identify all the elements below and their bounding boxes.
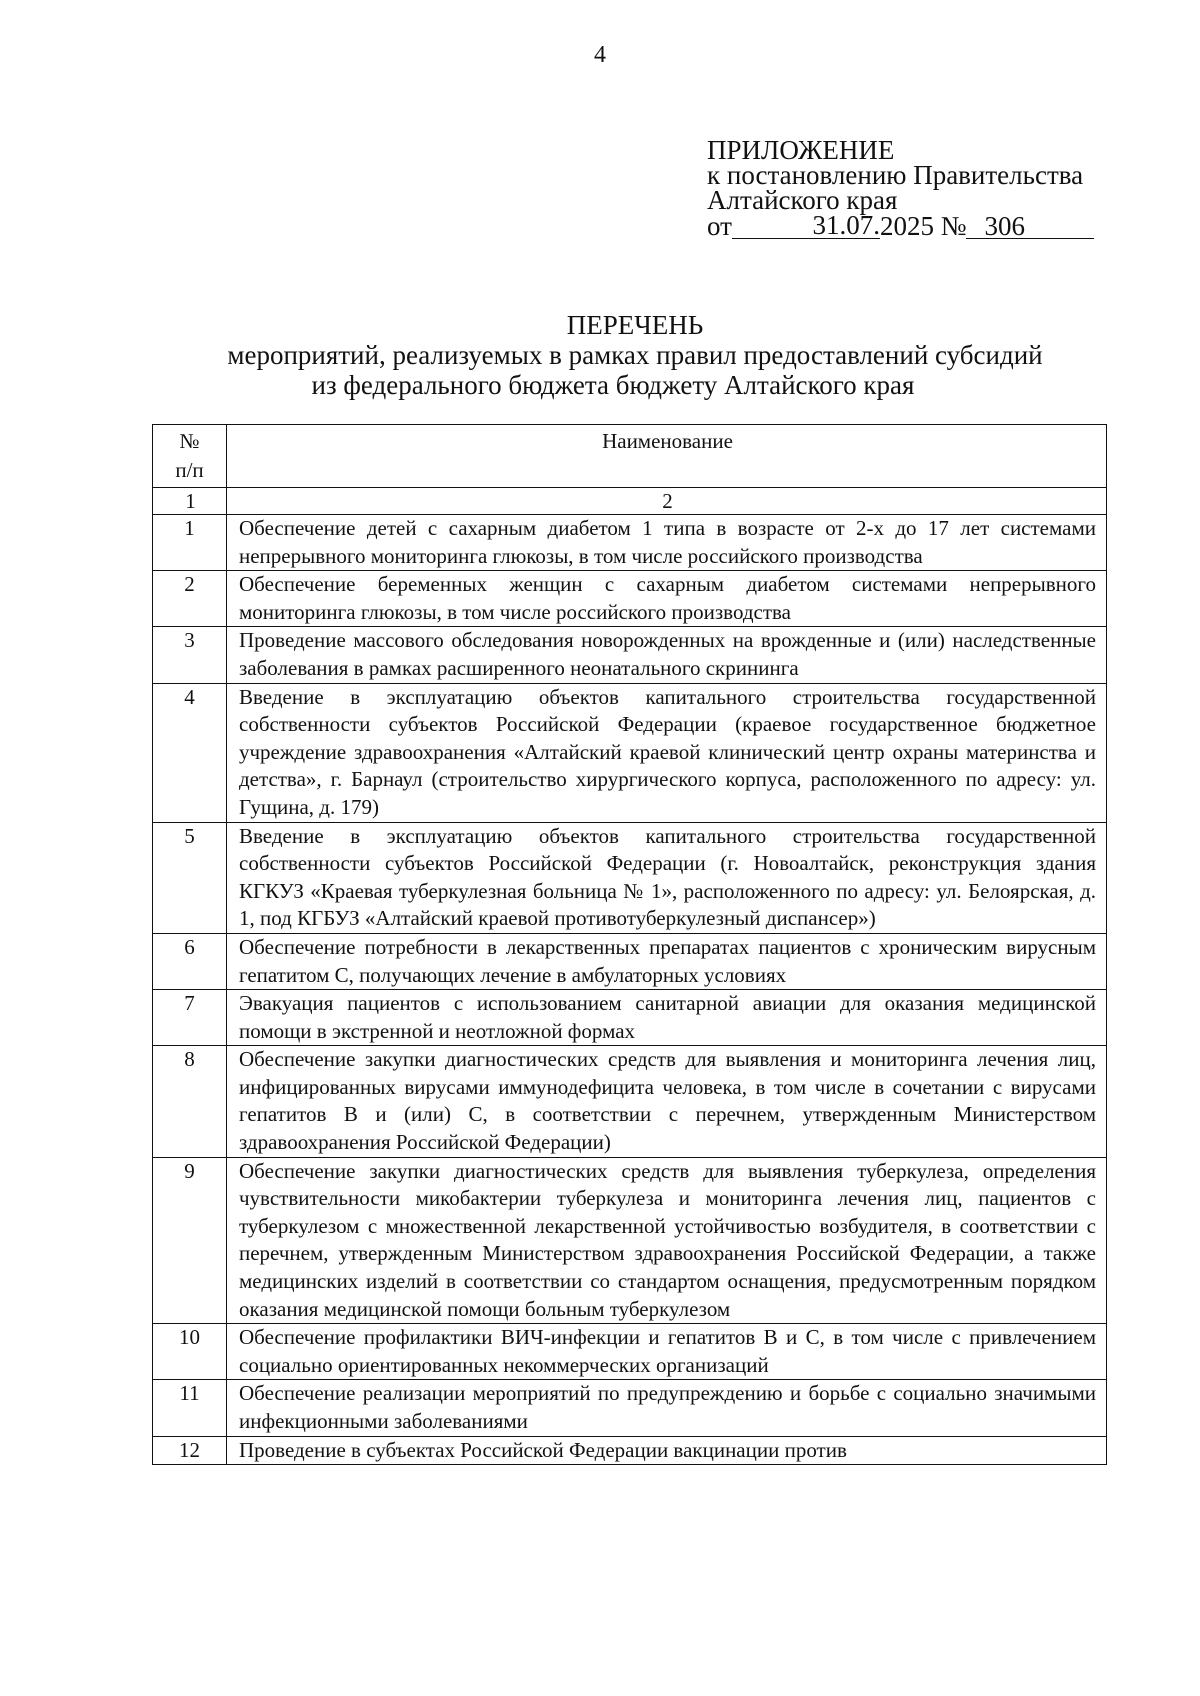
row-number: 4 bbox=[153, 683, 227, 822]
table-header-row bbox=[153, 425, 1107, 488]
row-text: Введение в эксплуатацию объектов капитального строительства государственной собственности субъектов Российской Федерации (краевое государственное бюджетное учреждение здравоохранения «Алтайский краевой клинический центр охраны материнства и детства», г. Барнаул (строительство хирургического корпуса, расположенного по адресу: ул. Гущина, д. 179) bbox=[227, 683, 1107, 822]
column-number-1: 1 bbox=[153, 488, 227, 515]
row-text: Проведение массового обследования новорожденных на врожденные и (или) наследственные заболевания в рамках расширенного неонатального скрининга bbox=[227, 627, 1107, 683]
heading-title: ПЕРЕЧЕНЬ bbox=[566, 310, 704, 340]
table-row bbox=[153, 1157, 1107, 1324]
table-row bbox=[153, 1380, 1107, 1436]
page-number: 4 bbox=[594, 42, 606, 68]
table-row bbox=[153, 627, 1107, 683]
header-number-sign: № bbox=[179, 429, 200, 453]
table-row bbox=[153, 683, 1107, 822]
row-text: Обеспечение детей с сахарным диабетом 1 типа в возрасте от 2-х до 17 лет системами непрерывного мониторинга глюкозы, в том числе российского производства bbox=[227, 515, 1107, 571]
table-row bbox=[153, 933, 1107, 989]
table-body bbox=[153, 488, 1107, 1465]
row-number: 11 bbox=[153, 1380, 227, 1436]
row-text: Обеспечение профилактики ВИЧ-инфекции и гепатитов В и С, в том числе с привлечением социально ориентированных некоммерческих организаций bbox=[227, 1324, 1107, 1380]
date-field bbox=[732, 210, 880, 240]
date-prefix: от bbox=[707, 211, 732, 241]
row-text: Введение в эксплуатацию объектов капитального строительства государственной собственности субъектов Российской Федерации (г. Новоалтайск, реконструкция здания КГКУЗ «Краевая туберкулезная больница № 1», расположенного по адресу: ул. Белоярская, д. 1, под КГБУЗ «Алтайский краевой противотуберкулезный диспансер») bbox=[227, 822, 1107, 933]
row-text: Обеспечение закупки диагностических средств для выявления туберкулеза, определения чувствительности микобактерии туберкулеза и мониторинга лечения лиц, пациентов с туберкулезом с множественной лекарственной устойчивостью возбудителя, в соответствии с перечнем, утвержденным Министерством здравоохранения Российской Федерации, а также медицинских изделий в соответствии со стандартом оснащения, предусмотренным порядком оказания медицинской помощи больным туберкулезом bbox=[227, 1157, 1107, 1324]
measures-table bbox=[152, 424, 1107, 1465]
table-row bbox=[153, 515, 1107, 571]
row-text: Обеспечение реализации мероприятий по предупреждению и борьбе с социально значимыми инфекционными заболеваниями bbox=[227, 1380, 1107, 1436]
row-number: 10 bbox=[153, 1324, 227, 1380]
appendix-line-1: к постановлению Правительства bbox=[707, 160, 1084, 190]
row-text: Проведение в субъектах Российской Федерации вакцинации против bbox=[227, 1436, 1107, 1465]
row-text: Обеспечение потребности в лекарственных препаратах пациентов с хроническим вирусным гепатитом С, получающих лечение в амбулаторных условиях bbox=[227, 933, 1107, 989]
table-row bbox=[153, 990, 1107, 1046]
row-number: 1 bbox=[153, 515, 227, 571]
row-number: 9 bbox=[153, 1157, 227, 1324]
row-number: 7 bbox=[153, 990, 227, 1046]
row-number: 12 bbox=[153, 1436, 227, 1465]
appendix-block bbox=[707, 135, 1094, 241]
number-field bbox=[966, 211, 1094, 241]
header-number-cell bbox=[153, 425, 227, 488]
header-number-abbr: п/п bbox=[175, 458, 204, 482]
heading-line-2: из федерального бюджета бюджету Алтайского края bbox=[311, 370, 915, 400]
row-number: 2 bbox=[153, 571, 227, 627]
table-row bbox=[153, 1436, 1107, 1465]
number-value: 306 bbox=[984, 211, 1025, 241]
column-number-row bbox=[153, 488, 1107, 515]
header-name-cell: Наименование bbox=[227, 425, 1107, 488]
table-row bbox=[153, 822, 1107, 933]
number-sign: № bbox=[940, 211, 967, 241]
row-number: 5 bbox=[153, 822, 227, 933]
year-value: 2025 bbox=[879, 211, 934, 241]
row-text: Обеспечение беременных женщин с сахарным диабетом системами непрерывного мониторинга глюкозы, в том числе российского производства bbox=[227, 571, 1107, 627]
row-number: 6 bbox=[153, 933, 227, 989]
heading-line-1: мероприятий, реализуемых в рамках правил предоставлений субсидий bbox=[227, 340, 1043, 370]
appendix-line-2: Алтайского края bbox=[707, 185, 898, 215]
row-text: Обеспечение закупки диагностических средств для выявления и мониторинга лечения лиц, инфицированных вирусами иммунодефицита человека, в том числе в сочетании с вирусами гепатитов В и (или) С, в соответствии с перечнем, утвержденным Министерством здравоохранения Российской Федерации) bbox=[227, 1046, 1107, 1157]
row-text: Эвакуация пациентов с использованием санитарной авиации для оказания медицинской помощи в экстренной и неотложной формах bbox=[227, 990, 1107, 1046]
document-heading bbox=[0, 310, 1200, 400]
column-number-2: 2 bbox=[227, 488, 1107, 515]
appendix-title: ПРИЛОЖЕНИЕ bbox=[707, 135, 895, 165]
row-number: 3 bbox=[153, 627, 227, 683]
table-row bbox=[153, 1046, 1107, 1157]
table-row bbox=[153, 571, 1107, 627]
appendix-date-line bbox=[707, 210, 1094, 241]
table-row bbox=[153, 1324, 1107, 1380]
row-number: 8 bbox=[153, 1046, 227, 1157]
date-value: 31.07. bbox=[812, 210, 880, 240]
